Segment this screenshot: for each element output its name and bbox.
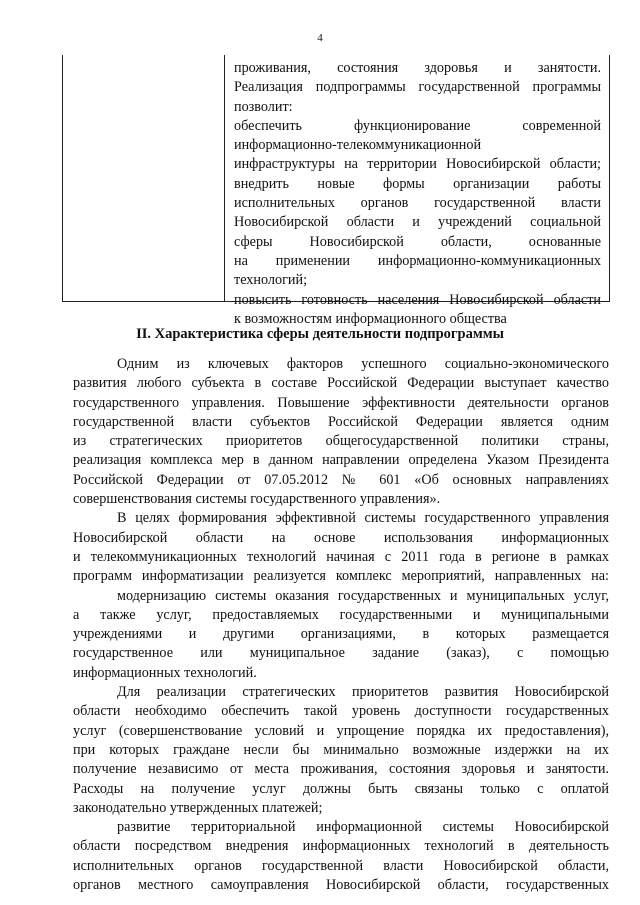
page-number: 4 bbox=[317, 32, 323, 44]
body-line: области необходимо обеспечить такой уровень доступности государственных bbox=[73, 703, 609, 720]
body-line: органов местного самоуправления Новосибирской области, государственных bbox=[73, 877, 609, 894]
table-line: обеспечить функционирование современной bbox=[234, 117, 601, 134]
body-line: и телекоммуникационных технологий начиная с 2011 года в регионе в рамках bbox=[73, 548, 609, 565]
body-line: Для реализации стратегических приоритетов развития Новосибирской bbox=[117, 684, 609, 701]
body-line: исполнительных органов государственной власти Новосибирской области, bbox=[73, 857, 609, 874]
body-line: совершенствования системы государственного управления». bbox=[73, 491, 441, 508]
table-line: повысить готовность населения Новосибирской области bbox=[234, 291, 601, 308]
body-line: развитие территориальной информационной системы Новосибирской bbox=[117, 819, 609, 836]
table-line: внедрить новые формы организации работы bbox=[234, 175, 601, 192]
table-line: на применении информационно-коммуникационных bbox=[234, 252, 601, 269]
body-line: реализация комплекса мер в данном направлении определена Указом Президента bbox=[73, 452, 609, 469]
table-line: к возможностям информационного общества bbox=[234, 310, 507, 327]
body-line: В целях формирования эффективной системы государственного управления bbox=[117, 510, 609, 527]
body-line: законодательно утвержденных платежей; bbox=[73, 799, 323, 816]
table-left-cell bbox=[63, 55, 225, 301]
body-line: модернизацию системы оказания государственных и муниципальных услуг, bbox=[117, 587, 609, 604]
table-line: инфраструктуры на территории Новосибирской области; bbox=[234, 156, 601, 173]
body-line: государственное или муниципальное задание (заказ), с помощью bbox=[73, 645, 609, 662]
body-line: Одним из ключевых факторов успешного социально-экономического bbox=[117, 356, 609, 372]
body-line: получение независимо от места проживания, состояния здоровья и занятости. bbox=[73, 761, 609, 778]
body-line: Российской Федерации от 07.05.2012 № 601 «Об основных направлениях bbox=[73, 471, 609, 488]
table-line: позволит: bbox=[234, 98, 293, 115]
body-text bbox=[73, 355, 609, 895]
section-heading: II. Характеристика сферы деятельности подпрограммы bbox=[136, 326, 504, 342]
body-line: из стратегических приоритетов общегосударственной политики страны, bbox=[73, 433, 609, 450]
table-line: Реализация подпрограммы государственной программы bbox=[234, 79, 601, 96]
body-line: при которых граждане несли бы минимально возможные издержки на их bbox=[73, 741, 609, 758]
table-right-cell bbox=[234, 59, 601, 329]
body-line: государственной власти субъектов Российской Федерации является одним bbox=[73, 413, 609, 430]
table-line: проживания, состояния здоровья и занятости. bbox=[234, 60, 601, 76]
body-line: области посредством внедрения информационных технологий в деятельность bbox=[73, 838, 609, 855]
body-line: развития любого субъекта в составе Российской Федерации выступает качество bbox=[73, 375, 609, 392]
table-line: Новосибирской области и учреждений социальной bbox=[234, 214, 601, 231]
body-line: а также услуг, предоставляемых государственными и муниципальными bbox=[73, 606, 609, 623]
table-fragment bbox=[62, 55, 610, 327]
body-line: учреждениями и другими организациями, в которых размещается bbox=[73, 626, 609, 643]
body-line: информационных технологий. bbox=[73, 664, 257, 681]
body-line: услуг (совершенствование условий и упрощение порядка их предоставления), bbox=[73, 722, 609, 739]
body-line: государственного управления. Повышение эффективности деятельности органов bbox=[73, 394, 609, 411]
body-line: программ информатизации реализуется комплекс мероприятий, направленных на: bbox=[73, 568, 609, 585]
table-line: сферы Новосибирской области, основанные bbox=[234, 233, 601, 250]
table-line: технологий; bbox=[234, 272, 308, 289]
table-line: исполнительных органов государственной власти bbox=[234, 195, 601, 212]
table-line: информационно-телекоммуникационной bbox=[234, 137, 482, 154]
body-line: Расходы на получение услуг должны быть связаны только с оплатой bbox=[73, 780, 609, 797]
body-line: Новосибирской области на основе использования информационных bbox=[73, 529, 609, 546]
